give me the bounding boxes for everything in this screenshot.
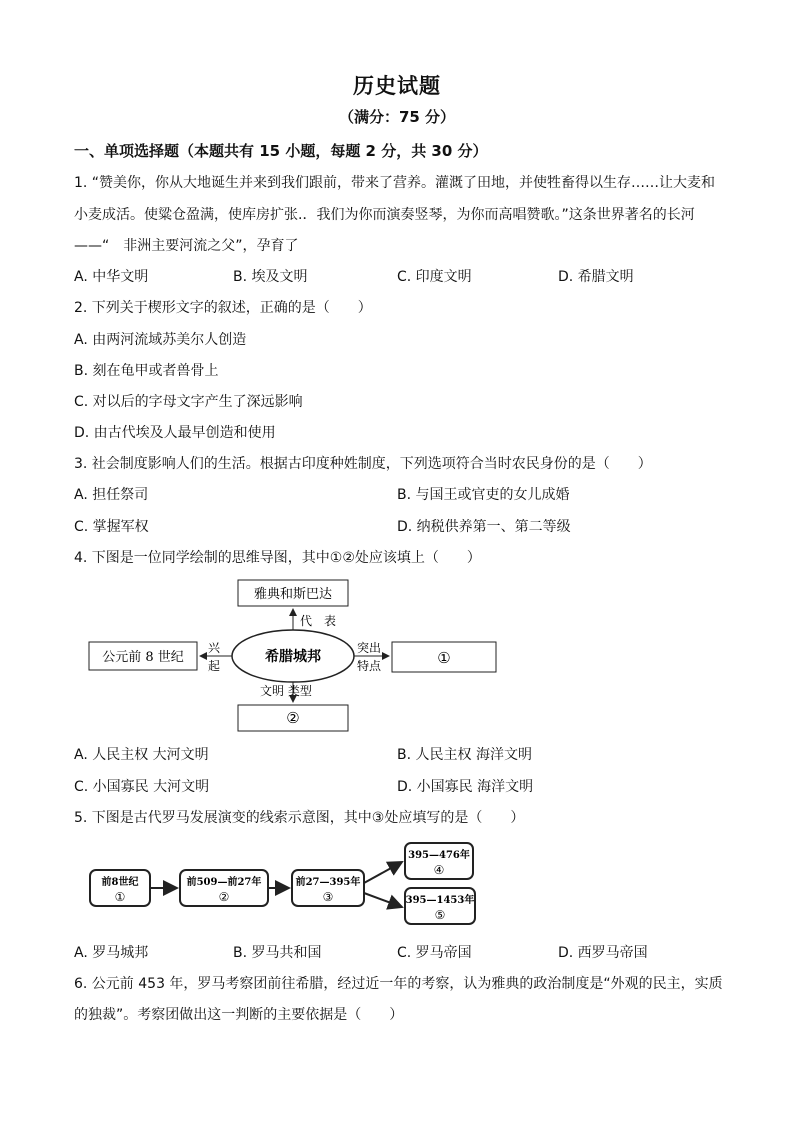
q2-option-c[interactable]: C. 对以后的字母文字产生了深远影响	[74, 394, 303, 410]
timeline-box-5-mark: ⑤	[434, 908, 446, 922]
mindmap-label-bottom: 文明 类型	[260, 684, 312, 698]
q2-option-a[interactable]: A. 由两河流域苏美尔人创造	[74, 332, 247, 348]
q1-option-b[interactable]: B. 埃及文明	[233, 269, 308, 285]
timeline-box-3-mark: ③	[322, 890, 334, 904]
q6-line-2: 的独裁”。考察团做出这一判断的主要依据是（ ）	[74, 1007, 404, 1023]
q6-line-1: 6. 公元前 453 年，罗马考察团前往希腊，经过近一年的考察，认为雅典的政治制度是“外观的民主，实质	[74, 976, 723, 992]
q1-option-c[interactable]: C. 印度文明	[397, 269, 472, 285]
q2-option-d[interactable]: D. 由古代埃及人最早创造和使用	[74, 425, 276, 441]
mindmap-label-top: 代 表	[300, 614, 337, 628]
section-heading: 一、单项选择题（本题共有 15 小题，每题 2 分，共 30 分）	[74, 142, 488, 160]
timeline-box-5-period: 395—1453年	[405, 895, 475, 906]
full-score: （满分：75 分）	[338, 108, 456, 126]
q5-option-d[interactable]: D. 西罗马帝国	[558, 945, 648, 961]
timeline-box-4-period: 395—476年	[408, 850, 470, 861]
q5-option-a[interactable]: A. 罗马城邦	[74, 945, 149, 961]
q5-option-c[interactable]: C. 罗马帝国	[397, 945, 472, 961]
timeline-box-2-period: 前509—前27年	[186, 877, 262, 888]
mindmap-label-right-2: 特点	[357, 659, 382, 673]
q3-option-d[interactable]: D. 纳税供养第一、第二等级	[397, 519, 571, 535]
q5-stem: 5. 下图是古代罗马发展演变的线索示意图，其中③处应填写的是（ ）	[74, 810, 525, 826]
timeline-box-4-mark: ④	[433, 863, 445, 877]
q1-option-d[interactable]: D. 希腊文明	[558, 269, 634, 285]
mindmap-left-box-text: 公元前 8 世纪	[102, 650, 184, 665]
q3-stem: 3. 社会制度影响人们的生活。根据古印度种姓制度，下列选项符合当时农民身份的是（ ）	[74, 456, 652, 472]
mindmap-label-left-2: 起	[208, 659, 221, 673]
timeline-box-2-mark: ②	[218, 890, 230, 904]
q3-option-b[interactable]: B. 与国王或官吏的女儿成婚	[397, 487, 570, 503]
q4-option-b[interactable]: B. 人民主权 海洋文明	[397, 747, 532, 763]
roman-timeline-diagram	[80, 835, 500, 935]
mindmap-center-text: 希腊城邦	[265, 649, 321, 665]
q1-option-a[interactable]: A. 中华文明	[74, 269, 149, 285]
q4-option-d[interactable]: D. 小国寡民 海洋文明	[397, 779, 534, 795]
q4-option-a[interactable]: A. 人民主权 大河文明	[74, 747, 209, 763]
q3-option-a[interactable]: A. 担任祭司	[74, 487, 149, 503]
page-title: 历史试题	[353, 74, 441, 98]
timeline-box-1-period: 前8世纪	[101, 877, 139, 888]
q2-stem: 2. 下列关于楔形文字的叙述，正确的是（ ）	[74, 300, 372, 316]
q1-line-1: 1. “赞美你，你从大地诞生并来到我们跟前，带来了营养。灌溉了田地，并使牲畜得以生存……让大麦和	[74, 175, 716, 191]
greek-city-state-mindmap	[74, 575, 514, 735]
q1-line-2: 小麦成活。使粱仓盈满，使库房扩张.．我们为你而演奏竖琴，为你而高唱赞歌。”这条世界著名的长河	[74, 207, 695, 223]
mindmap-label-left-1: 兴	[208, 641, 221, 655]
q4-option-c[interactable]: C. 小国寡民 大河文明	[74, 779, 210, 795]
q4-stem: 4. 下图是一位同学绘制的思维导图，其中①②处应该填上（ ）	[74, 550, 481, 566]
q5-option-b[interactable]: B. 罗马共和国	[233, 945, 322, 961]
timeline-box-3-period: 前27—395年	[295, 877, 361, 888]
mindmap-right-box-text: ①	[437, 649, 451, 667]
timeline-box-1-mark: ①	[114, 890, 126, 904]
mindmap-top-box-text: 雅典和斯巴达	[253, 587, 333, 602]
q2-option-b[interactable]: B. 刻在龟甲或者兽骨上	[74, 363, 219, 379]
mindmap-bottom-box-text: ②	[286, 709, 300, 727]
timeline-arrow-4	[364, 893, 402, 907]
mindmap-label-right-1: 突出	[357, 641, 382, 655]
timeline-arrow-3	[364, 862, 402, 883]
q1-line-3: ——“ 非洲主要河流之父”，孕育了	[74, 238, 299, 254]
q3-option-c[interactable]: C. 掌握军权	[74, 519, 149, 535]
